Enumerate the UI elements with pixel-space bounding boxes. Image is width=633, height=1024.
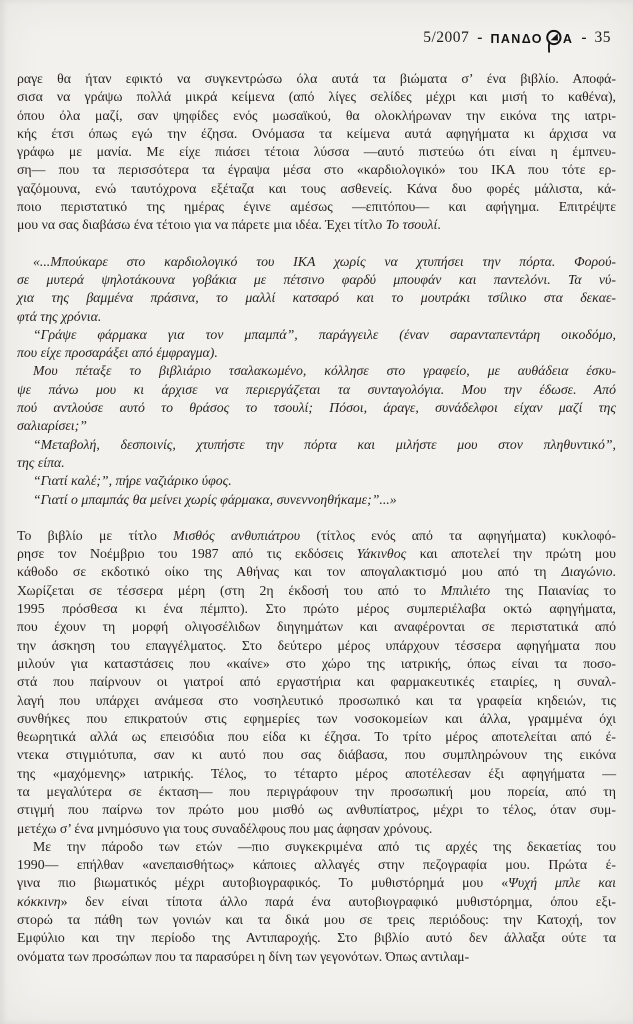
text-line: “Γιατί καλέ;”, πήρε ναζιάρικο ύφος. (33, 473, 232, 489)
paragraph (17, 253, 616, 326)
text-line: λαγή που υπάρχει ανάμεσα στο νοσηλευτικό προσωπικό και τα γραφεία κηδειών, τις (17, 692, 616, 708)
text-line: γράφω με μανία. Με είχε πιάσει τέτοια λύσσα —αυτό πιστεύω ότι είναι η έμπνευ- (17, 144, 616, 160)
text-line: πού αντλούσε αυτό το θράσος το τσουλί; Πόσοι, άραγε, συνάδελφοι είχαν μαζί της (17, 400, 616, 416)
text-line: στιγμή που παίρνω τον πρώτο μου μισθό ως ανθυπίατρος, μέχρι το τέλος, όταν συμ- (17, 802, 616, 818)
text-line: γινα πιο βιωματικός μέχρι αυτοβιογραφικός. Το μυθιστόρημά μου «Ψυχή μπλε και (17, 875, 616, 891)
text-line: την άσκηση του επαγγέλματος. Στο δεύτερο μέρος υπάρχουν τέσσερα αφηγήματα που (17, 637, 616, 653)
text-line: μετέχω σ’ ένα μνημόσυνο για τους συναδέλφους που μας άφησαν χρόνους. (17, 820, 433, 836)
text-line: της είπα. (17, 454, 65, 470)
text-line: ραγε θα ήταν εφικτό να συγκεντρώσω όλα αυτά τα βιώματα σ’ ένα βιβλίο. Αποφά- (17, 71, 616, 86)
paragraph (17, 472, 616, 490)
text-line: στά που παίρνουν οι γιατροί από εργαστήρια και φαρμακευτικές εταιρίες, η συναλ- (17, 674, 616, 690)
text-line: τα μεγαλύτερα σε έκταση— που περιγράφουν την προσωπική μου πορεία, από τη (17, 783, 616, 799)
text-line: “Γράψε φάρμακα για τον μπαμπά”, παράγγειλε (έναν σαρανταπεντάρη οικοδόμο, (33, 326, 616, 342)
text-line: γαζόμουνα, ενώ ταυτόχρονα εξέταζα και τους ασθενείς. Κάνα δυο φορές μάλιστα, κά- (17, 180, 616, 196)
text-line: μου να σας διαβάσω ένα τέτοιο για να πάρετε μια ιδέα. Έχει τίτλο Το τσουλί. (17, 217, 441, 233)
text-line: ντεκα στιγμιότυπα, σαν κι αυτό που σας διάβασα, που συμπληρώνουν της εικόνα (17, 747, 616, 763)
text-line: που είχε προσαράξει από έμφραγμα). (17, 345, 218, 361)
text-line: συνθήκες που επικρατούν στις εφημερίες των νοσοκομείων και άλλα, γραμμένα όχι (17, 710, 616, 726)
text-line: θεωρητικά αλλά ως επεισόδια που είδα κι έζησα. Το τρίτο μέρος αποτελείται από έ- (17, 729, 616, 745)
text-line: “Γιατί ο μπαμπάς θα μείνει χωρίς φάρμακα, συνεννοηθήκαμε;”...» (33, 491, 397, 507)
text-line: 1995 πρόσθεσα κι ένα πέμπτο). Στο πρώτο μέρος συμπεριέλαβα οκτώ αφηγήματα, (17, 601, 616, 617)
paragraph (17, 326, 616, 363)
paragraph (17, 436, 616, 473)
journal-name-prefix: ΠΑΝΔΟ (490, 31, 543, 46)
paragraph (17, 838, 616, 966)
text-line: ση— που τα περισσότερα τα έγραψα μέσα στο «καρδιολογικό» του ΙΚΑ που τότε ερ- (17, 162, 616, 178)
paragraph (17, 70, 616, 235)
text-line: όπου όλα μαζί, σαν ψηφίδες ενός μωσαϊκού, θα ολοκλήρωναν την εικόνα της ιατρι- (17, 107, 616, 123)
journal-name (490, 29, 573, 56)
paragraph (17, 491, 616, 509)
text-line: που έχουν τη μορφή ολιγοσέλιδων διηγημάτων και αναφέρονται σε περιστατικά από (17, 619, 616, 635)
text-line: χια της βαμμένα πράσινα, το μαλλί κατσαρό και το μουτράκι τσίλικο στα δεκαε- (17, 290, 616, 306)
text-line: ονόματα των προσώπων που τα παρασύρει η δίνη των γεγονότων. Όπως αντιλαμ- (17, 948, 470, 964)
pandora-logo-icon (545, 29, 562, 56)
text-line: «...Μπούκαρε στο καρδιολογικό του ΙΚΑ χωρίς να χτυπήσει την πόρτα. Φορού- (33, 253, 616, 269)
text-line: Εμφύλιο και την περίοδο της Αντιπαροχής. Στο βιβλίο αυτό δεν άλλαξα ούτε τα (17, 930, 616, 946)
journal-name-suffix: Α (562, 31, 574, 46)
text-line: ρησε τον Νοέμβριο του 1987 από τις εκδόσεις Υάκινθος και αποτελεί την πρώτη μου (17, 546, 616, 562)
text-line: “Μεταβολή, δεσποινίς, χτυπήστε την πόρτα και μιλήστε μου στον πληθυντικό”, (33, 436, 616, 452)
text-line: στορώ τα πάθη των γονιών και τα δικά μου σε τρεις περιόδους: την Κατοχή, τον (17, 912, 616, 928)
text-line: κής έτσι όπως εγώ την έζησα. Ονόμασα τα κείμενα αυτά αφηγήματα κι άρχισα να (17, 125, 616, 141)
page-number: 35 (594, 29, 611, 46)
text-line: Χωρίζεται σε τέσσερα μέρη (στη 2η έκδοσή του από το Μπιλιέτο της Παιανίας το (17, 582, 616, 598)
text-line: φτά της χρόνια. (17, 308, 102, 324)
issue-number: 5/2007 (423, 29, 470, 46)
text-line: 1990— επήλθαν «ανεπαισθήτως» κάποιες αλλαγές στην πεζογραφία μου. Πρώτα έ- (17, 857, 616, 873)
header-dash-left: - (477, 29, 483, 46)
text-line: Μου πέταξε το βιβλιάριο τσαλακωμένο, κόλλησε στο γραφείο, με αυθάδεια έσκυ- (33, 363, 616, 379)
text-line: ποιο περιστατικό της ημέρας έγινε αμέσως —επιτόπου— και αφήγημα. Επιτρέψτε (17, 199, 616, 215)
text-line: Το βιβλίο με τίτλο Μισθός ανθυπιάτρου (τίτλος ενός από τα αφηγήματα) κυκλοφό- (17, 527, 616, 543)
header-dash-right: - (581, 29, 587, 46)
text-line: της «μαχόμενης» ιατρικής. Τέλος, το τέταρτο μέρος αποτέλεσαν έξι αφηγήματα — (17, 765, 616, 781)
page-header (0, 29, 611, 56)
paragraph (17, 527, 616, 838)
text-line: μιλούν για καταστάσεις που «καίνε» στο χώρο της ιατρικής, όπως είναι τα ποσο- (17, 655, 616, 671)
text-line: σε μυτερά ψηλοτάκουνα γοβάκια με πέτσινο φαρδύ μπουφάν και παντελόνι. Τα νύ- (17, 271, 616, 287)
text-line: Με την πάροδο των ετών —πιο συγκεκριμένα από τις αρχές της δεκαετίας του (33, 838, 616, 854)
text-line: σαλιαρίσει;” (17, 418, 87, 434)
text-column (17, 70, 616, 966)
paragraph (17, 362, 616, 435)
text-line: σισα να γράψω πολλά μικρά κείμενα (από λίγες σελίδες μέχρι και μισή το καθένα), (17, 89, 616, 105)
text-line: κόκκινη» δεν είναι τίποτα άλλο παρά ένα αυτοβιογραφικό μυθιστόρημα, όπου εξι- (17, 893, 616, 909)
text-line: κάθοδο σε εκδοτικό οίκο της Αθήνας και τον απογαλακτισμό μου από τη Διαγώνιο. (17, 564, 616, 580)
text-line: ψε πάνω μου κι άρχισε να περιεργάζεται τα συνταγολόγια. Μου την έδωσε. Από (17, 381, 616, 397)
